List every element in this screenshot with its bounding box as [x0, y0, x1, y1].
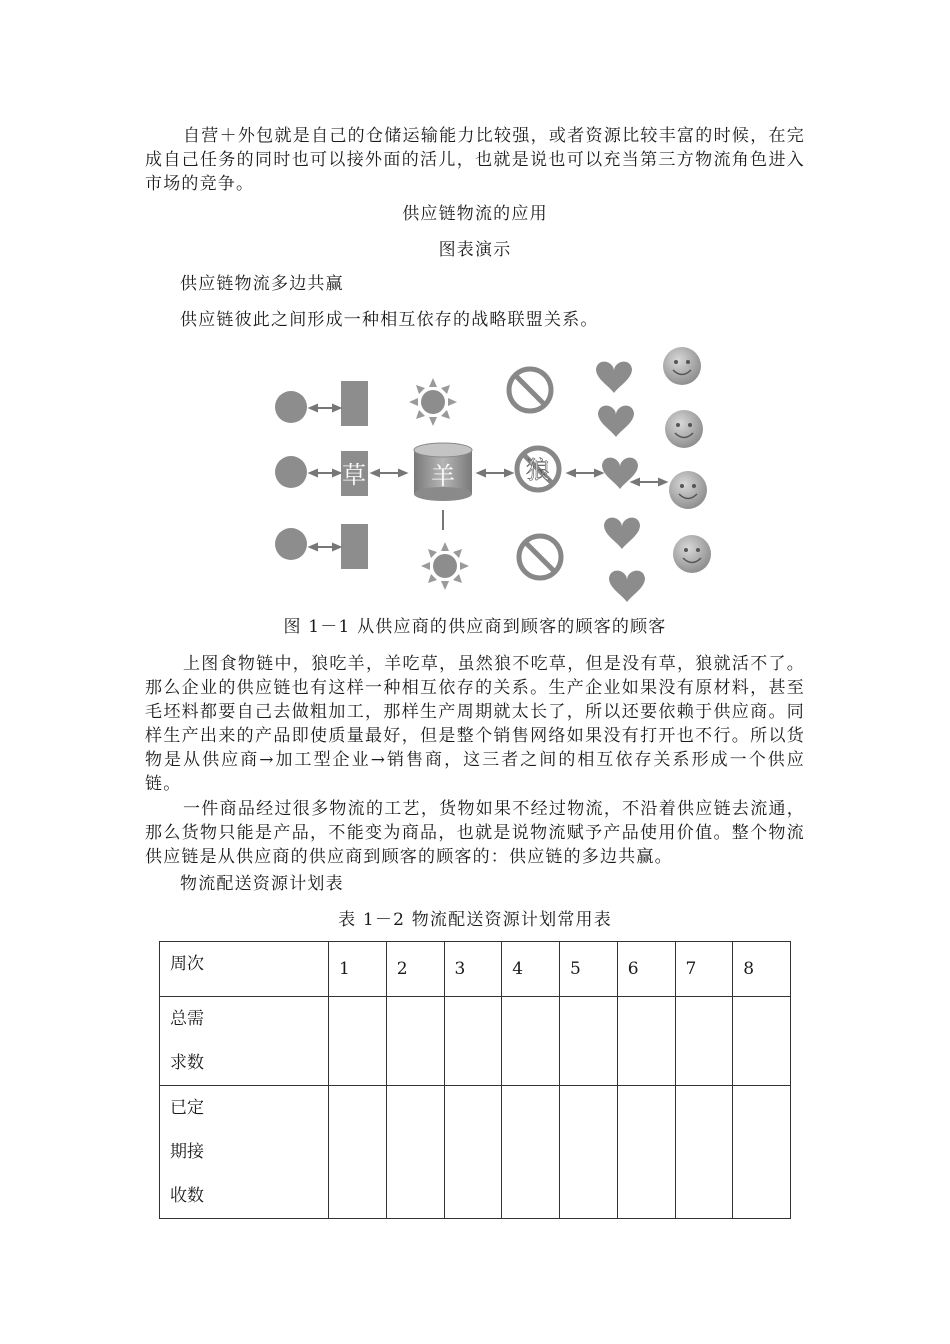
figure-caption: 图 1－1 从供应商的供应商到顾客的顾客的顾客 — [283, 617, 667, 637]
table-row — [160, 997, 791, 1086]
paragraph-alliance: 供应链彼此之间形成一种相互依存的战略联盟关系。 — [180, 310, 599, 330]
empty-cell — [675, 1086, 733, 1219]
section-title: 供应链物流的应用 — [402, 204, 548, 224]
row-label-line: 总需 — [170, 1009, 204, 1029]
supplier-rect-bottom — [341, 524, 368, 569]
empty-cell — [386, 1086, 444, 1219]
empty-cell — [675, 997, 733, 1086]
heading-resource-plan: 物流配送资源计划表 — [180, 874, 344, 894]
week-cell: 2 — [386, 942, 444, 997]
supplier-circle-middle — [275, 456, 307, 488]
empty-cell — [444, 1086, 502, 1219]
table-caption: 表 1－2 物流配送资源计划常用表 — [338, 910, 612, 930]
empty-cell — [444, 997, 502, 1086]
sun-icon — [421, 542, 469, 590]
wolf-label: 狼 — [526, 456, 550, 484]
heart-icon — [602, 458, 638, 489]
empty-cell — [386, 997, 444, 1086]
empty-cell — [733, 997, 791, 1086]
row-label-line: 已定 — [170, 1098, 204, 1118]
empty-cell — [733, 1086, 791, 1219]
row-label-total-demand — [160, 997, 329, 1086]
smiley-face-icon — [663, 347, 701, 385]
empty-cell — [560, 1086, 618, 1219]
paragraph-value: 一件商品经过很多物流的工艺，货物如果不经过物流，不沿着供应链去流通，那么货物只能是产品，不能变为商品，也就是说物流赋予产品使用价值。整个物流供应链是从供应商的供应商到顾客的顾客的：供应链的多边共赢。 — [145, 799, 805, 867]
heart-icon — [598, 406, 634, 437]
smiley-face-icon — [665, 410, 703, 448]
table-row — [160, 942, 791, 997]
empty-cell — [617, 997, 675, 1086]
heading-multilateral-win: 供应链物流多边共赢 — [180, 274, 344, 294]
row-label-line: 收数 — [170, 1186, 204, 1206]
week-cell: 1 — [329, 942, 387, 997]
supplier-circle-top — [275, 391, 307, 423]
resource-plan-table — [159, 941, 791, 1219]
empty-cell — [329, 1086, 387, 1219]
section-subtitle: 图表演示 — [438, 240, 512, 260]
row-label-line: 求数 — [170, 1053, 204, 1073]
empty-cell — [560, 997, 618, 1086]
supplier-circle-bottom — [275, 528, 307, 560]
grass-label: 草 — [342, 461, 366, 489]
sheep-label: 羊 — [431, 462, 455, 490]
food-chain-figure — [262, 345, 742, 605]
heart-icon — [596, 362, 632, 393]
smiley-face-icon — [669, 471, 707, 509]
week-cell: 7 — [675, 942, 733, 997]
week-cell: 4 — [502, 942, 560, 997]
empty-cell — [329, 997, 387, 1086]
prohibited-icon — [509, 369, 551, 411]
empty-cell — [502, 997, 560, 1086]
row-label-scheduled-receipts — [160, 1086, 329, 1219]
table-row — [160, 1086, 791, 1219]
empty-cell — [617, 1086, 675, 1219]
supplier-rect-top — [341, 381, 368, 426]
week-cell: 3 — [444, 942, 502, 997]
week-cell: 6 — [617, 942, 675, 997]
sun-icon — [409, 378, 457, 426]
header-label-cell: 周次 — [160, 942, 329, 997]
prohibited-icon — [519, 536, 561, 578]
intro-paragraph: 自营＋外包就是自己的仓储运输能力比较强，或者资源比较丰富的时候，在完成自己任务的同时也可以接外面的活儿，也就是说也可以充当第三方物流角色进入市场的竞争。 — [145, 126, 805, 194]
smiley-face-icon — [673, 535, 711, 573]
row-label-line: 期接 — [170, 1142, 204, 1162]
heart-icon — [609, 571, 645, 602]
heart-icon — [604, 518, 640, 549]
week-cell: 5 — [560, 942, 618, 997]
empty-cell — [502, 1086, 560, 1219]
week-cell: 8 — [733, 942, 791, 997]
paragraph-food-chain: 上图食物链中，狼吃羊，羊吃草，虽然狼不吃草，但是没有草，狼就活不了。那么企业的供应链也有这样一种相互依存的关系。生产企业如果没有原材料，甚至毛坯料都要自己去做粗加工，那样生产周期就太长了，所以还要依赖于供应商。同样生产出来的产品即使质量最好，但是整个销售网络如果没有打开也不行。所以货物是从供应商→加工型企业→销售商，这三者之间的相互依存关系形成一个供应链。 — [145, 654, 805, 794]
